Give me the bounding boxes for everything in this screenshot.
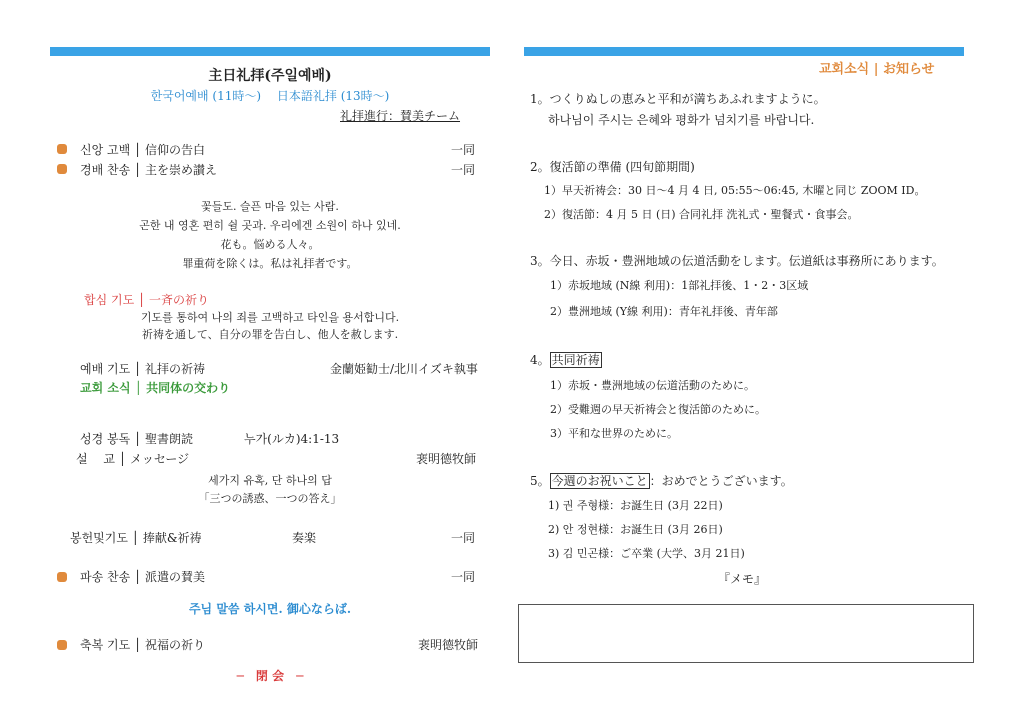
news-4-item: 3）平和な世界のために。 [550,427,678,440]
silent-prayer-line: 祈祷を通して、自分の罪を告白し、他人を赦します. [141,328,399,341]
memo-label: 『メモ』 [718,572,767,586]
sending-hymn-label: 파송 찬송 │ 派遣の賛美 [80,570,206,584]
worship-leader: 礼拝進行：賛美チーム [340,109,461,123]
news-1-line1: 1。つくりぬしの恵みと平和が満ちあふれますように。 [530,92,826,106]
bullet-icon [57,144,67,154]
item-praise: 경배 찬송 │ 主を崇め讃え [80,163,218,177]
news-2-item: 2）復活節：4 月 5 日 (日) 合同礼拝 洗礼式・聖餐式・食事会。 [544,208,859,221]
bible-passage: 누가(ルカ)4:1-13 [244,432,340,446]
worship-prayer-label: 예배 기도 │ 礼拝の祈祷 [80,362,206,376]
sending-hymn-right: 一同 [451,570,476,584]
news-5-prefix: 5。 [530,474,550,488]
church-news-label: 교회 소식 │ 共同体の交わり [80,381,231,395]
memo-box[interactable] [518,604,974,663]
news-5-item: 2) 안 정현様：お誕生日 (3月 26日) [548,523,723,536]
news-4-item: 2）受難週の早天祈祷会と復活節のために。 [550,403,766,416]
news-4-title [530,351,602,368]
offering-label: 봉헌및기도 │ 捧献&祈祷 [70,531,202,545]
news-4-item: 1）赤坂・豊洲地域の伝道活動のために。 [550,379,755,392]
poem-line: 罪重荷を除くは。私は礼拝者です。 [182,257,358,270]
closing-phrase: 주님 말씀 하시면. 御心ならば. [188,602,352,616]
left-header-bar [50,47,490,56]
closing-mark: ─ 閉 会 ─ [236,669,304,683]
sermon-label: 설 교 │ メッセージ [76,452,190,466]
news-5-item: 3) 김 민곤様：ご卒業 (大学、3月 21日) [548,547,745,560]
news-3-item: 1）赤坂地域 (N線 利用)：1部礼拝後、1・2・3区域 [550,279,809,292]
bullet-icon [57,572,67,582]
silent-prayer-line: 기도를 통하여 나의 죄를 고백하고 타인을 용서합니다. [140,311,400,324]
news-1-line2: 하나님이 주시는 은혜와 평화가 넘치기를 바랍니다. [548,113,815,127]
service-title: 主日礼拝(주일예배) [208,68,332,84]
silent-prayer-label: 합심 기도 │ 一斉の祈り [84,293,210,307]
worship-prayer-right: 金蘭姫勧士/北川イズキ執事 [330,362,478,376]
news-5-suffix: ：おめでとうございます。 [649,474,793,488]
bible-reading-label: 성경 봉독 │ 聖書朗読 [80,432,194,446]
offering-right: 一同 [451,531,476,545]
news-header: 교회소식 | お知らせ [819,62,935,77]
benediction-right: 裵明德牧師 [418,638,479,652]
service-times: 한국어예배 (11時〜) 日本語礼拝 (13時〜) [150,89,390,103]
sermon-preacher: 裵明德牧師 [416,452,477,466]
poem-line: 꽃들도. 슬픈 마음 있는 사람. [201,200,339,213]
news-2-item: 1）早天祈祷会：30 日〜4 月 4 日, 05:55〜06:45, 木曜と同じ ZOOM ID。 [544,184,926,197]
news-5-title [530,472,793,489]
benediction-label: 축복 기도 │ 祝福の祈り [80,638,206,652]
poem-line: 花も。悩める人々。 [220,238,320,251]
news-3-item: 2）豊洲地域 (Y線 利用)：青年礼拝後、青年部 [550,305,778,318]
news-3-title: 3。今日、赤坂・豊洲地域の伝道活動をします。伝道紙は事務所にあります。 [530,254,944,268]
offering-music: 奏楽 [292,531,317,545]
news-2-title: 2。復活節の準備 (四旬節期間) [530,160,695,174]
news-4-boxed: 共同祈祷 [551,353,600,367]
item-praise-right: 一同 [451,163,476,177]
sermon-title-ko: 세가지 유혹, 단 하나의 답 [208,474,332,487]
item-confession-right: 一同 [451,143,476,157]
sermon-title-ja: 「三つの誘惑、一つの答え」 [198,492,342,505]
item-confession: 신앙 고백 │ 信仰の告白 [80,143,206,157]
bullet-icon [57,640,67,650]
news-4-prefix: 4。 [530,353,550,367]
right-header-bar [524,47,964,56]
bullet-icon [57,164,67,174]
poem-line: 곤한 내 영혼 편히 쉴 곳과. 우리에겐 소원이 하나 있네. [139,219,401,232]
news-5-item: 1) 권 주형様：お誕生日 (3月 22日) [548,499,723,512]
news-5-boxed: 今週のお祝いこと [551,474,648,488]
